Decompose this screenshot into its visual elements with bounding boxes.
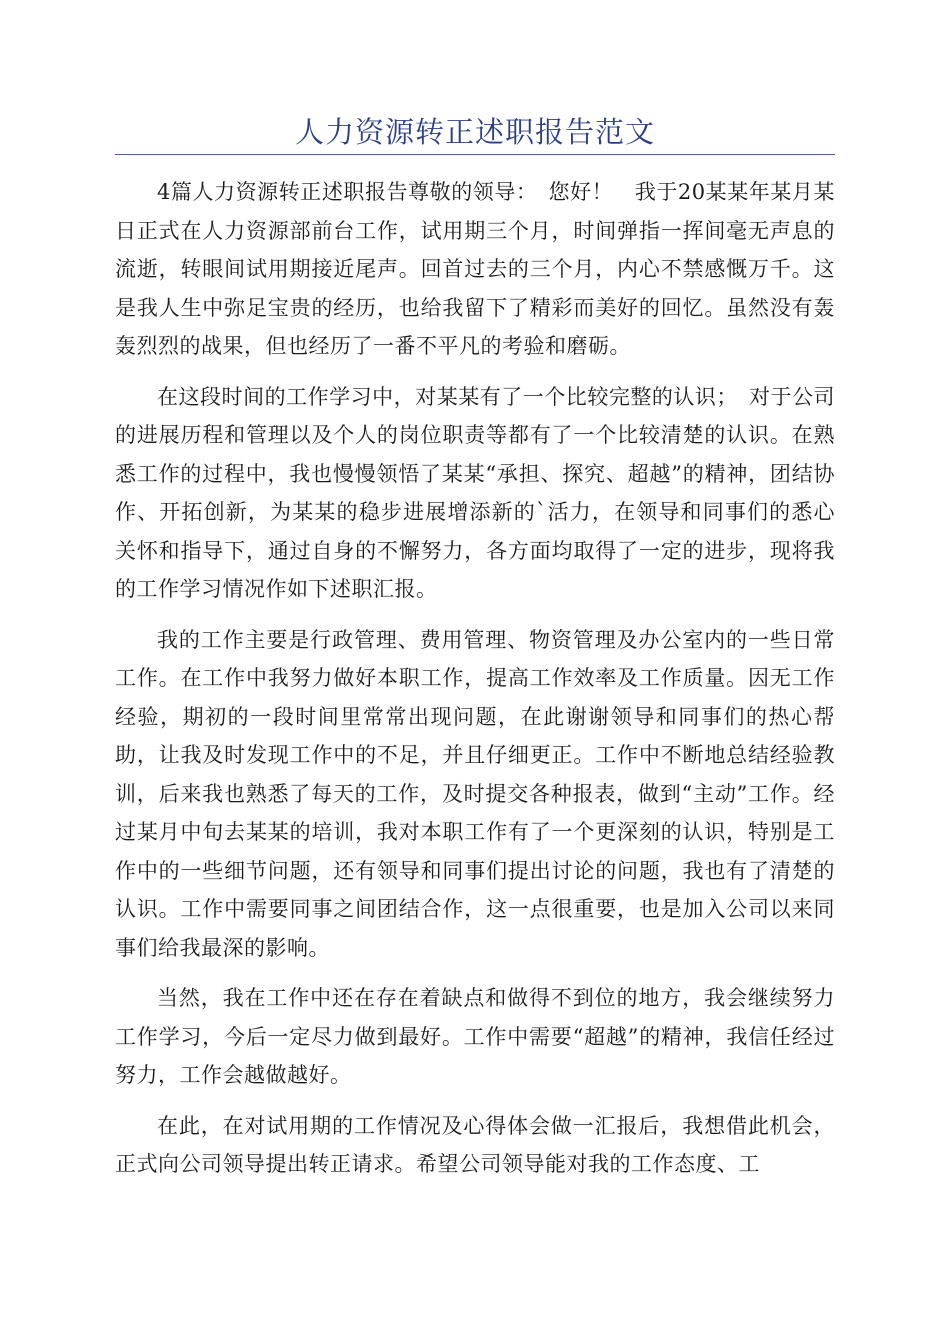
paragraph: 在这段时间的工作学习中，对某某有了一个比较完整的认识； 对于公司的进展历程和管理以及个人的岗位职责等都有了一个比较清楚的认识。在熟悉工作的过程中，我也慢慢领悟了某某“承担、探究、超越”的精神，团结协作、开拓创新，为某某的稳步进展增添新的`活力，在领导和同事们的悉心关怀和指导下，通过自身的不懈努力，各方面均取得了一定的进步，现将我的工作学习情况作如下述职汇报。 bbox=[115, 384, 835, 601]
title-underline bbox=[115, 154, 835, 155]
document-title: 人力资源转正述职报告范文 bbox=[294, 115, 655, 149]
paragraph: 4篇人力资源转正述职报告尊敬的领导： 您好！ 我于20某某年某月某日正式在人力资源部前台工作，试用期三个月，时间弹指一挥间毫无声息的流逝，转眼间试用期接近尾声。回首过去的三个月，内心不禁感慨万千。这是我人生中弥足宝贵的经历，也给我留下了精彩而美好的回忆。虽然没有轰轰烈烈的战果，但也经历了一番不平凡的考验和磨砺。 bbox=[115, 180, 835, 358]
paragraph: 我的工作主要是行政管理、费用管理、物资管理及办公室内的一些日常工作。在工作中我努力做好本职工作，提高工作效率及工作质量。因无工作经验，期初的一段时间里常常出现问题，在此谢谢领导和同事们的热心帮助，让我及时发现工作中的不足，并且仔细更正。工作中不断地总结经验教训，后来我也熟悉了每天的工作，及时提交各种报表，做到“主动”工作。经过某月中旬去某某的培训，我对本职工作有了一个更深刻的认识，特别是工作中的一些细节问题，还有领导和同事们提出讨论的问题，我也有了清楚的认识。工作中需要同事之间团结合作，这一点很重要，也是加入公司以来同事们给我最深的影响。 bbox=[115, 627, 835, 960]
paragraph: 在此，在对试用期的工作情况及心得体会做一汇报后，我想借此机会，正式向公司领导提出转正请求。希望公司领导能对我的工作态度、工 bbox=[115, 1113, 835, 1176]
paragraph: 当然，我在工作中还在存在着缺点和做得不到位的地方，我会继续努力工作学习，今后一定尽力做到最好。工作中需要“超越”的精神，我信任经过努力，工作会越做越好。 bbox=[115, 986, 835, 1087]
document-body bbox=[115, 173, 835, 1196]
